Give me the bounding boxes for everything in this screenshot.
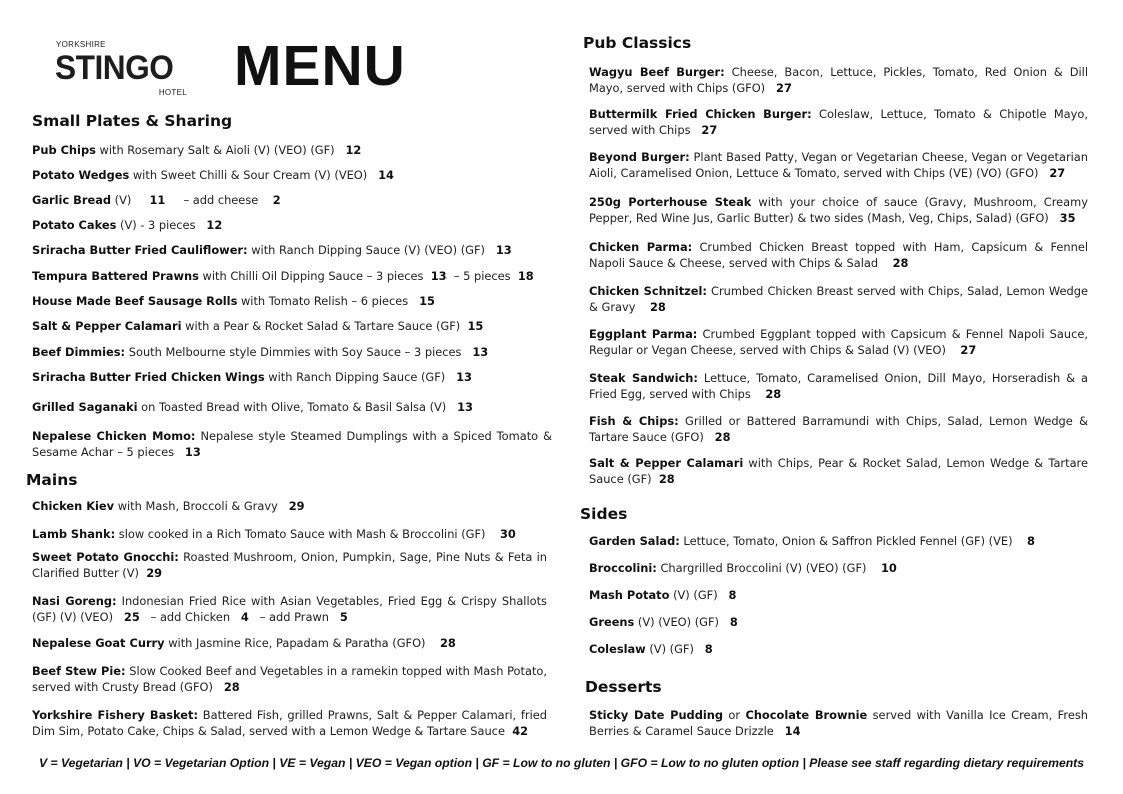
section-desserts: Desserts — [585, 678, 662, 696]
menu-item: House Made Beef Sausage Rolls with Tomato Relish – 6 pieces 15 — [32, 294, 435, 308]
menu-item: Nasi Goreng: Indonesian Fried Rice with Asian Vegetables, Fried Egg & Crispy Shallots (GF) (V) (VEO) 25 – add Chicken 4 – add Prawn 5 — [32, 594, 547, 624]
menu-item: Tempura Battered Prawns with Chilli Oil Dipping Sauce – 3 pieces 13 – 5 pieces 18 — [32, 269, 534, 283]
menu-item: Garlic Bread (V) 11 – add cheese 2 — [32, 193, 281, 207]
menu-item: Pub Chips with Rosemary Salt & Aioli (V) (VEO) (GF) 12 — [32, 143, 362, 157]
menu-item: Sriracha Butter Fried Cauliflower: with Ranch Dipping Sauce (V) (VEO) (GF) 13 — [32, 243, 512, 257]
menu-item: Salt & Pepper Calamari with a Pear & Rocket Salad & Tartare Sauce (GF) 15 — [32, 319, 484, 333]
menu-item: Lamb Shank: slow cooked in a Rich Tomato Sauce with Mash & Broccolini (GF) 30 — [32, 527, 516, 541]
stingo-logo — [55, 40, 191, 100]
menu-item: Chicken Parma: Crumbed Chicken Breast topped with Ham, Capsicum & Fennel Napoli Sauce & Cheese, served with Chips & Salad 28 — [589, 240, 1089, 270]
menu-item: Potato Cakes (V) - 3 pieces 12 — [32, 218, 223, 232]
menu-item: 250g Porterhouse Steak with your choice of sauce (Gravy, Mushroom, Creamy Pepper, Red Wine Jus, Garlic Butter) & two sides (Mash, Veg, Chips, Salad) (GFO) 35 — [589, 195, 1088, 225]
menu-item: Eggplant Parma: Crumbed Eggplant topped with Capsicum & Fennel Napoli Sauce, Regular or Vegan Cheese, served with Chips & Salad (V) (VEO) 27 — [589, 327, 1088, 357]
menu-item: Grilled Saganaki on Toasted Bread with Olive, Tomato & Basil Salsa (V) 13 — [32, 400, 473, 414]
menu-item: Chicken Kiev with Mash, Broccoli & Gravy 29 — [32, 499, 305, 513]
menu-item: Beef Stew Pie: Slow Cooked Beef and Vegetables in a ramekin topped with Mash Potato, served with Crusty Bread (GFO) 28 — [32, 664, 548, 694]
logo-bottom-text: HOTEL — [158, 88, 187, 97]
section-small-plates: Small Plates & Sharing — [32, 112, 233, 130]
menu-item: Buttermilk Fried Chicken Burger: Coleslaw, Lettuce, Tomato & Chipotle Mayo, served with Chips 27 — [589, 107, 1088, 137]
logo-top-text: YORKSHIRE — [56, 40, 106, 49]
dietary-legend: V = Vegetarian | VO = Vegetarian Option | VE = Vegan | VEO = Vegan option | GF = Low to no gluten | GFO = Low to no gluten option | Please see staff regarding dietary requirements — [38, 756, 1085, 770]
menu-item: Fish & Chips: Grilled or Battered Barramundi with Chips, Salad, Lemon Wedge & Tartare Sauce (GFO) 28 — [589, 414, 1089, 444]
menu-item: Broccolini: Chargrilled Broccolini (V) (VEO) (GF) 10 — [589, 561, 897, 575]
menu-item: Chicken Schnitzel: Crumbed Chicken Breast served with Chips, Salad, Lemon Wedge & Gravy 28 — [589, 284, 1088, 314]
menu-item: Sweet Potato Gnocchi: Roasted Mushroom, Onion, Pumpkin, Sage, Pine Nuts & Feta in Clarified Butter (V) 29 — [32, 550, 547, 580]
menu-item: Nepalese Chicken Momo: Nepalese style Steamed Dumplings with a Spiced Tomato & Sesame Achar – 5 pieces 13 — [32, 429, 552, 459]
menu-item: Salt & Pepper Calamari with Chips, Pear & Rocket Salad, Lemon Wedge & Tartare Sauce (GF) 28 — [589, 456, 1088, 486]
section-sides: Sides — [580, 505, 628, 523]
menu-item: Nepalese Goat Curry with Jasmine Rice, Papadam & Paratha (GFO) 28 — [32, 636, 456, 650]
logo-name: STINGO — [55, 49, 174, 87]
menu-item: Yorkshire Fishery Basket: Battered Fish, grilled Prawns, Salt & Pepper Calamari, fried Dim Sim, Potato Cake, Chips & Salad, served with a Lemon Wedge & Tartare Sauce 42 — [32, 708, 547, 738]
menu-item: Greens (V) (VEO) (GF) 8 — [589, 615, 738, 629]
menu-item: Garden Salad: Lettuce, Tomato, Onion & Saffron Pickled Fennel (GF) (VE) 8 — [589, 534, 1035, 548]
menu-item: Beef Dimmies: South Melbourne style Dimmies with Soy Sauce – 3 pieces 13 — [32, 345, 489, 359]
page-title: MENU — [234, 34, 406, 98]
section-pub-classics: Pub Classics — [583, 34, 692, 52]
menu-item: Mash Potato (V) (GF) 8 — [589, 588, 737, 602]
menu-item: Potato Wedges with Sweet Chilli & Sour Cream (V) (VEO) 14 — [32, 168, 394, 182]
menu-item: Coleslaw (V) (GF) 8 — [589, 642, 713, 656]
section-mains: Mains — [26, 471, 78, 489]
menu-item: Steak Sandwich: Lettuce, Tomato, Caramelised Onion, Dill Mayo, Horseradish & a Fried Egg, served with Chips 28 — [589, 371, 1088, 401]
menu-item: Wagyu Beef Burger: Cheese, Bacon, Lettuce, Pickles, Tomato, Red Onion & Dill Mayo, served with Chips (GFO) 27 — [589, 65, 1089, 95]
menu-item: Sticky Date Pudding or Chocolate Brownie served with Vanilla Ice Cream, Fresh Berries & Caramel Sauce Drizzle 14 — [589, 708, 1088, 738]
menu-item: Sriracha Butter Fried Chicken Wings with Ranch Dipping Sauce (GF) 13 — [32, 370, 472, 384]
menu-item: Beyond Burger: Plant Based Patty, Vegan or Vegetarian Cheese, Vegan or Vegetarian Aioli, Caramelised Onion, Lettuce & Tomato, served with Chips (VE) (VO) (GFO) 27 — [589, 150, 1088, 180]
